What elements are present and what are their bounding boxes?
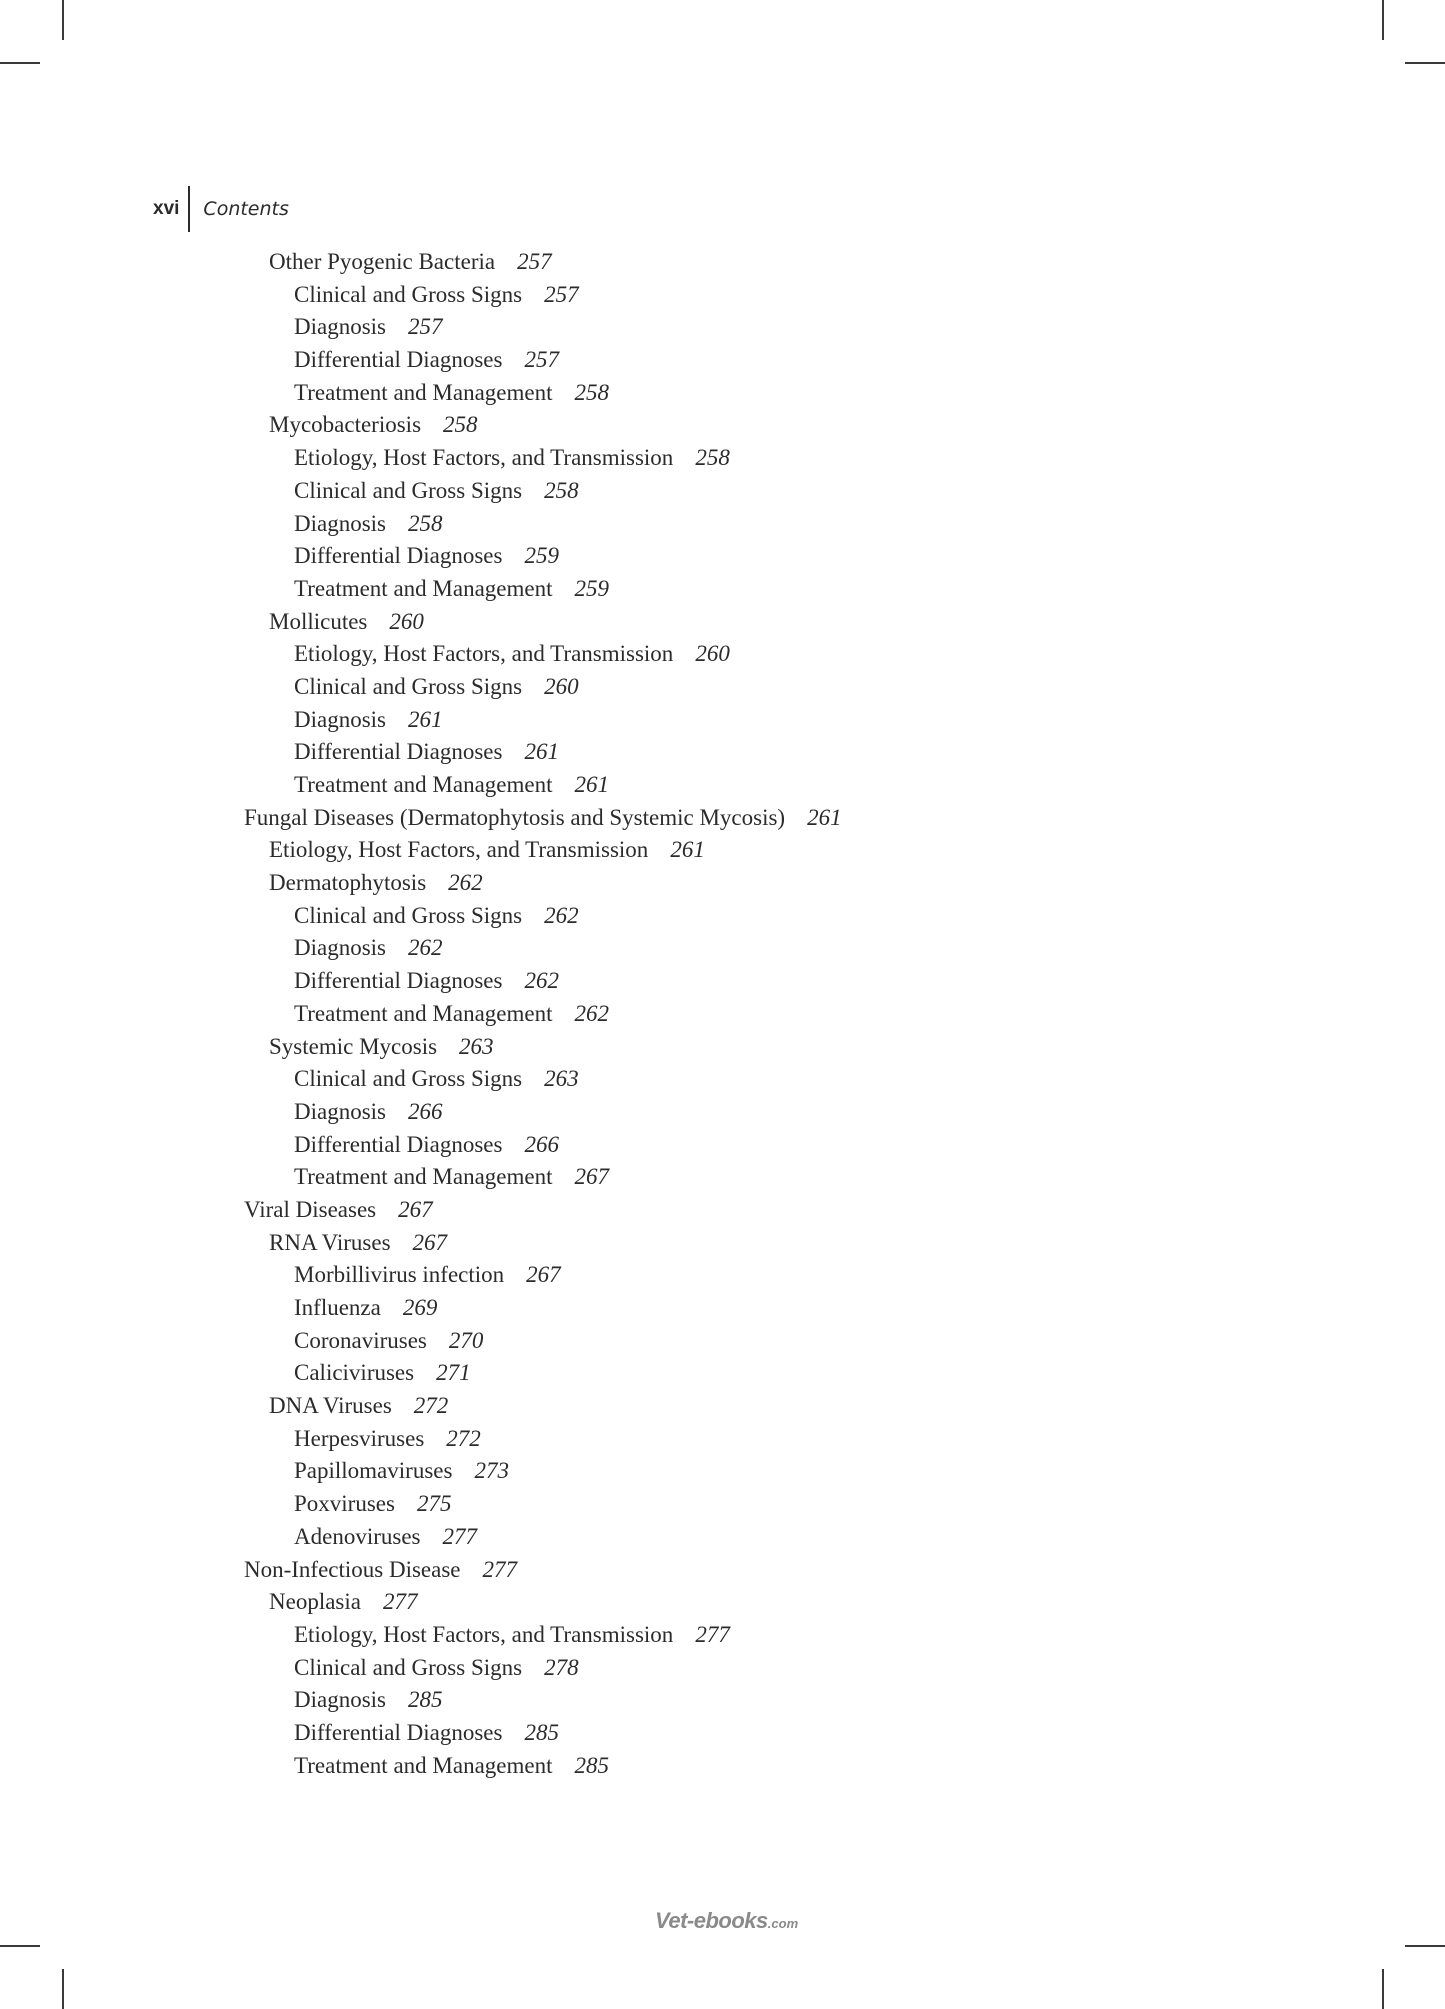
toc-entry[interactable] [244,1488,842,1521]
toc-entry-title: Herpesviruses [294,1425,425,1451]
toc-entry-title: Clinical and Gross Signs [294,673,523,699]
toc-entry[interactable] [244,508,842,541]
toc-entry-title: Etiology, Host Factors, and Transmission [294,1621,674,1647]
toc-entry-title: Clinical and Gross Signs [294,1654,523,1680]
toc-entry-title: Fungal Diseases (Dermatophytosis and Systemic Mycosis) [244,804,786,830]
toc-entry-page: 258 [574,379,609,405]
toc-entry-page: 258 [408,510,443,536]
toc-entry-page: 275 [416,1491,452,1517]
toc-entry-title: Clinical and Gross Signs [294,902,523,928]
toc-entry-page: 257 [544,281,579,307]
toc-entry-page: 260 [544,673,579,699]
toc-entry[interactable] [244,638,842,671]
toc-entry[interactable] [244,671,842,704]
toc-entry-page: 272 [413,1393,449,1419]
toc-entry[interactable] [244,442,842,475]
crop-mark-top-right-horizontal [1405,62,1445,64]
toc-entry[interactable] [244,834,842,867]
toc-entry-page: 270 [448,1327,484,1353]
crop-mark-bottom-right-horizontal [1405,1945,1445,1947]
toc-entry[interactable] [244,573,842,606]
toc-entry-page: 278 [544,1654,579,1680]
toc-entry-title: Dermatophytosis [269,870,427,896]
toc-entry-page: 267 [574,1164,609,1190]
toc-entry-page: 258 [443,412,478,438]
toc-entry[interactable] [244,1063,842,1096]
toc-entry-page: 262 [524,968,559,994]
running-head [153,186,289,232]
toc-entry[interactable] [244,1652,842,1685]
toc-entry-title: Non-Infectious Disease [244,1556,461,1582]
toc-entry[interactable] [244,1521,842,1554]
toc-entry-title: Etiology, Host Factors, and Transmission [294,641,674,667]
crop-mark-bottom-left [62,1969,64,2009]
toc-entry-title: Diagnosis [294,510,386,536]
toc-entry-page: 257 [524,347,559,373]
toc-entry-title: Treatment and Management [294,772,553,797]
toc-entry-title: Papillomaviruses [294,1458,453,1484]
toc-entry[interactable] [244,1619,842,1652]
toc-entry[interactable] [244,377,842,410]
toc-entry[interactable] [244,1194,842,1227]
crop-mark-bottom-left-horizontal [0,1945,40,1947]
toc-entry[interactable] [244,540,842,573]
toc-entry[interactable] [244,311,842,344]
table-of-contents [244,246,842,1782]
toc-entry-page: 259 [524,543,559,569]
toc-entry-page: 261 [524,739,559,765]
toc-entry[interactable] [244,1161,842,1194]
toc-entry-page: 259 [574,575,609,601]
toc-entry-title: Etiology, Host Factors, and Transmission [294,445,674,471]
toc-entry[interactable] [244,769,842,802]
toc-entry-title: Diagnosis [294,706,386,732]
toc-entry[interactable] [244,1455,842,1488]
toc-entry-page: 257 [408,314,443,340]
toc-entry-page: 257 [517,249,552,274]
toc-entry-title: Differential Diagnoses [294,1131,503,1157]
toc-entry-title: Clinical and Gross Signs [294,477,523,503]
toc-entry-title: Systemic Mycosis [269,1033,438,1059]
toc-entry-title: Treatment and Management [294,1000,553,1026]
toc-entry-title: Treatment and Management [294,1752,553,1778]
toc-entry-page: 267 [412,1229,448,1255]
toc-entry-page: 272 [446,1425,481,1451]
toc-entry-title: Mycobacteriosis [269,412,422,438]
toc-entry[interactable] [244,1259,842,1292]
watermark-logo [655,1908,798,1934]
toc-entry-page: 273 [474,1458,509,1484]
toc-entry[interactable] [244,998,842,1031]
toc-entry[interactable] [244,246,842,279]
toc-entry-title: Viral Diseases [244,1196,377,1222]
toc-entry[interactable] [244,1717,842,1750]
toc-entry[interactable] [244,606,842,639]
toc-entry-title: Coronaviruses [294,1327,427,1353]
toc-entry-page: 261 [807,804,842,830]
toc-entry-page: 261 [574,772,609,797]
toc-entry-title: Etiology, Host Factors, and Transmission [269,837,649,863]
toc-entry-title: Diagnosis [294,1687,386,1713]
toc-entry[interactable] [244,736,842,769]
toc-entry[interactable] [244,1031,842,1064]
toc-entry[interactable] [244,1096,842,1129]
toc-entry[interactable] [244,1357,842,1390]
toc-entry-page: 285 [574,1752,609,1778]
toc-entry-page: 262 [408,935,443,961]
toc-entry-title: Mollicutes [269,608,368,634]
toc-entry[interactable] [244,932,842,965]
toc-entry[interactable] [244,867,842,900]
toc-entry-page: 260 [389,608,424,634]
toc-entry-title: Adenoviruses [294,1523,421,1549]
crop-mark-bottom-right [1382,1969,1384,2009]
toc-entry[interactable] [244,409,842,442]
toc-entry-page: 263 [544,1066,579,1092]
crop-mark-top-right [1382,0,1384,40]
toc-entry-page: 285 [524,1719,559,1745]
page-number: xvi [153,198,180,219]
toc-entry-page: 285 [408,1687,443,1713]
toc-entry[interactable] [244,1586,842,1619]
toc-entry-title: Diagnosis [294,935,386,961]
toc-entry-title: Differential Diagnoses [294,739,503,765]
toc-entry[interactable] [244,1554,842,1587]
toc-entry-title: Treatment and Management [294,379,553,405]
toc-entry-title: Caliciviruses [294,1360,415,1386]
toc-entry-title: Diagnosis [294,314,386,340]
toc-entry[interactable] [244,1325,842,1358]
toc-entry-title: Differential Diagnoses [294,968,503,994]
toc-entry-page: 260 [695,641,730,667]
toc-entry-page: 271 [436,1360,471,1386]
toc-entry[interactable] [244,1227,842,1260]
toc-entry[interactable] [244,965,842,998]
toc-entry[interactable] [244,1750,842,1783]
toc-entry-title: Differential Diagnoses [294,1719,503,1745]
toc-entry[interactable] [244,802,842,835]
toc-entry[interactable] [244,344,842,377]
toc-entry-page: 263 [459,1033,494,1059]
toc-entry[interactable] [244,475,842,508]
section-title: Contents [203,198,289,220]
toc-entry-title: Clinical and Gross Signs [294,1066,523,1092]
crop-mark-top-left-horizontal [0,62,40,64]
toc-entry-title: Poxviruses [294,1491,395,1517]
toc-entry-title: RNA Viruses [269,1229,391,1255]
toc-entry[interactable] [244,704,842,737]
toc-entry[interactable] [244,279,842,312]
toc-entry-title: Differential Diagnoses [294,347,503,373]
toc-entry[interactable] [244,900,842,933]
toc-entry-title: DNA Viruses [269,1393,392,1419]
toc-entry-title: Neoplasia [269,1589,361,1615]
toc-entry-page: 266 [524,1131,559,1157]
toc-entry-page: 267 [526,1262,561,1288]
toc-entry-page: 262 [448,870,483,896]
toc-entry[interactable] [244,1129,842,1162]
toc-entry[interactable] [244,1292,842,1325]
toc-entry-page: 277 [382,1589,418,1615]
toc-entry-page: 277 [442,1523,477,1549]
watermark-text: Vet-ebooks [655,1908,768,1933]
toc-entry-page: 266 [408,1098,443,1124]
toc-entry-title: Influenza [294,1295,381,1320]
toc-entry-title: Treatment and Management [294,575,553,601]
toc-entry-title: Diagnosis [294,1098,386,1124]
toc-entry-page: 262 [544,902,579,928]
toc-entry-title: Morbillivirus infection [294,1262,505,1288]
crop-mark-top-left [62,0,64,40]
toc-entry-page: 261 [670,837,705,863]
toc-entry-page: 277 [695,1621,730,1647]
toc-entry-page: 267 [398,1196,433,1222]
toc-entry-page: 277 [482,1556,518,1582]
toc-entry-title: Differential Diagnoses [294,543,503,569]
toc-entry-title: Clinical and Gross Signs [294,281,523,307]
toc-entry-page: 269 [402,1295,438,1320]
toc-entry-title: Other Pyogenic Bacteria [269,249,496,274]
toc-entry-page: 261 [408,706,443,732]
toc-entry[interactable] [244,1390,842,1423]
toc-entry-page: 258 [544,477,579,503]
toc-entry-page: 258 [695,445,730,471]
toc-entry-page: 262 [574,1000,609,1026]
toc-entry-title: Treatment and Management [294,1164,553,1190]
toc-entry[interactable] [244,1684,842,1717]
watermark-domain: .com [767,1916,799,1931]
toc-entry[interactable] [244,1423,842,1456]
